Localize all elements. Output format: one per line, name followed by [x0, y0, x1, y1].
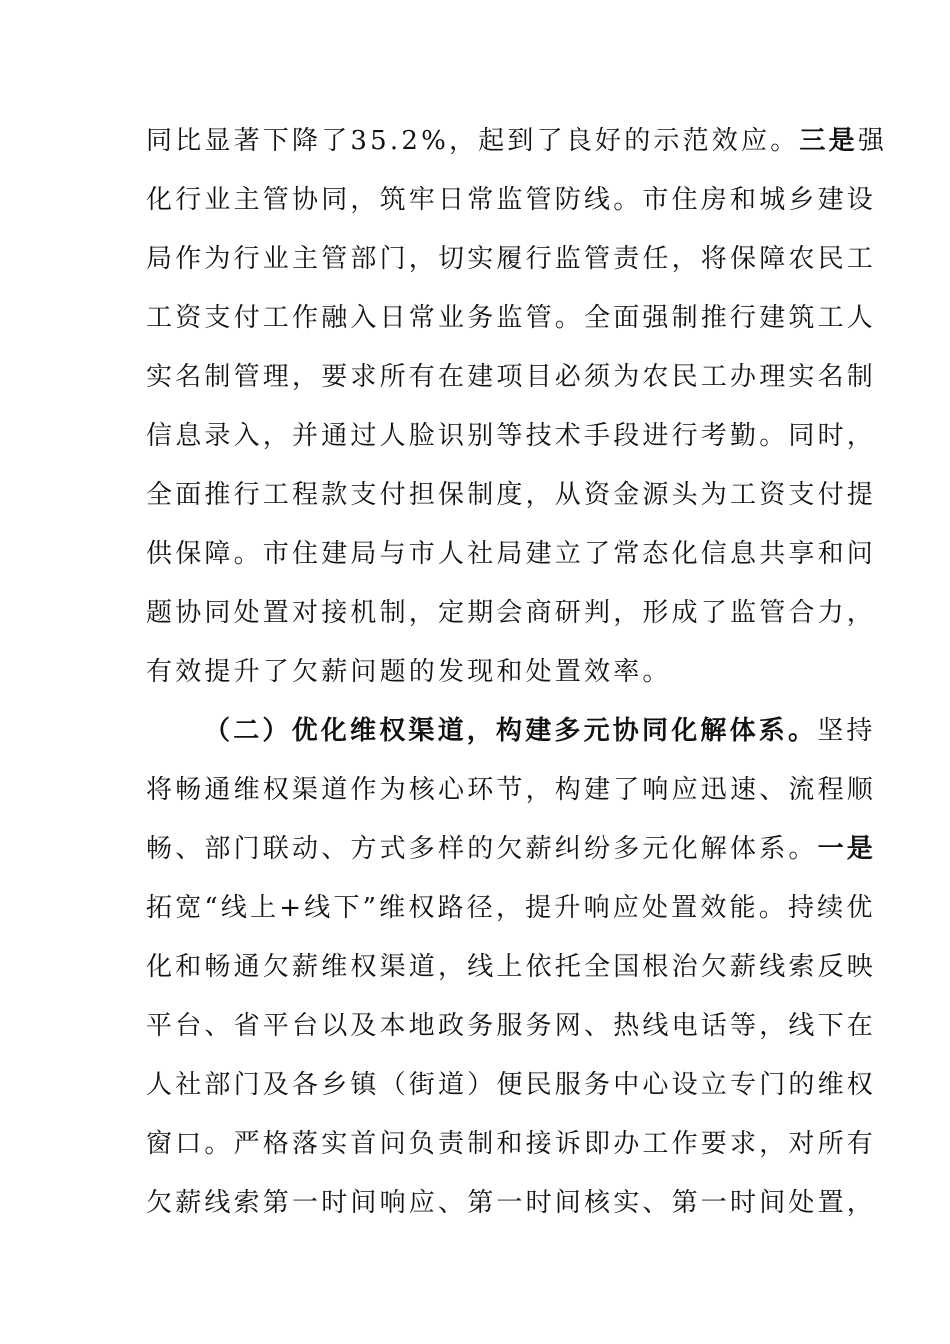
text-line: 人社部门及各乡镇（街道）便民服务中心设立专门的维权: [146, 1070, 877, 1100]
text-line: [146, 820, 877, 879]
text-run: 坚持: [817, 716, 876, 746]
text-line: 实名制管理，要求所有在建项目必须为农民工办理实名制: [146, 362, 877, 392]
bold-marker: 一是: [817, 834, 877, 864]
text-line: 全面推行工程款支付担保制度，从资金源头为工资支付提: [146, 480, 877, 510]
text-line: 供保障。市住建局与市人社局建立了常态化信息共享和问: [146, 539, 877, 569]
text-line: 窗口。严格落实首问负责制和接诉即办工作要求，对所有: [146, 1129, 877, 1159]
paragraph-2: [146, 702, 877, 1233]
text-line: 化和畅通欠薪维权渠道，线上依托全国根治欠薪线索反映: [146, 952, 877, 982]
text-line: 工资支付工作融入日常业务监管。全面强制推行建筑工人: [146, 303, 877, 333]
text-line: 化行业主管协同，筑牢日常监管防线。市住房和城乡建设: [146, 185, 877, 215]
text-line: 拓宽“线上+线下”维权路径，提升响应处置效能。持续优: [146, 893, 876, 923]
document-body: [146, 112, 888, 1233]
text-line: 有效提升了欠薪问题的发现和处置效率。: [146, 657, 672, 687]
text-run: 强: [857, 126, 888, 156]
text-line: 将畅通维权渠道作为核心环节，构建了响应迅速、流程顺: [146, 775, 877, 805]
text-line: 平台、省平台以及本地政务服务网、热线电话等，线下在: [146, 1011, 877, 1041]
paragraph-1: [146, 112, 888, 702]
text-line: 欠薪线索第一时间响应、第一时间核实、第一时间处置，: [146, 1188, 877, 1218]
bold-marker: 三是: [799, 126, 858, 156]
text-line: 信息录入，并通过人脸识别等技术手段进行考勤。同时，: [146, 421, 877, 451]
text-run: 同比显著下降了35.2%，起到了良好的示范效应。: [146, 126, 800, 156]
text-line: [146, 702, 876, 761]
text-line: 题协同处置对接机制，定期会商研判，形成了监管合力，: [146, 598, 877, 628]
text-line: [146, 112, 888, 171]
text-run: 畅、部门联动、方式多样的欠薪纠纷多元化解体系。: [146, 834, 818, 864]
section-heading: （二）优化维权渠道，构建多元协同化解体系。: [204, 716, 818, 746]
text-line: 局作为行业主管部门，切实履行监管责任，将保障农民工: [146, 244, 877, 274]
